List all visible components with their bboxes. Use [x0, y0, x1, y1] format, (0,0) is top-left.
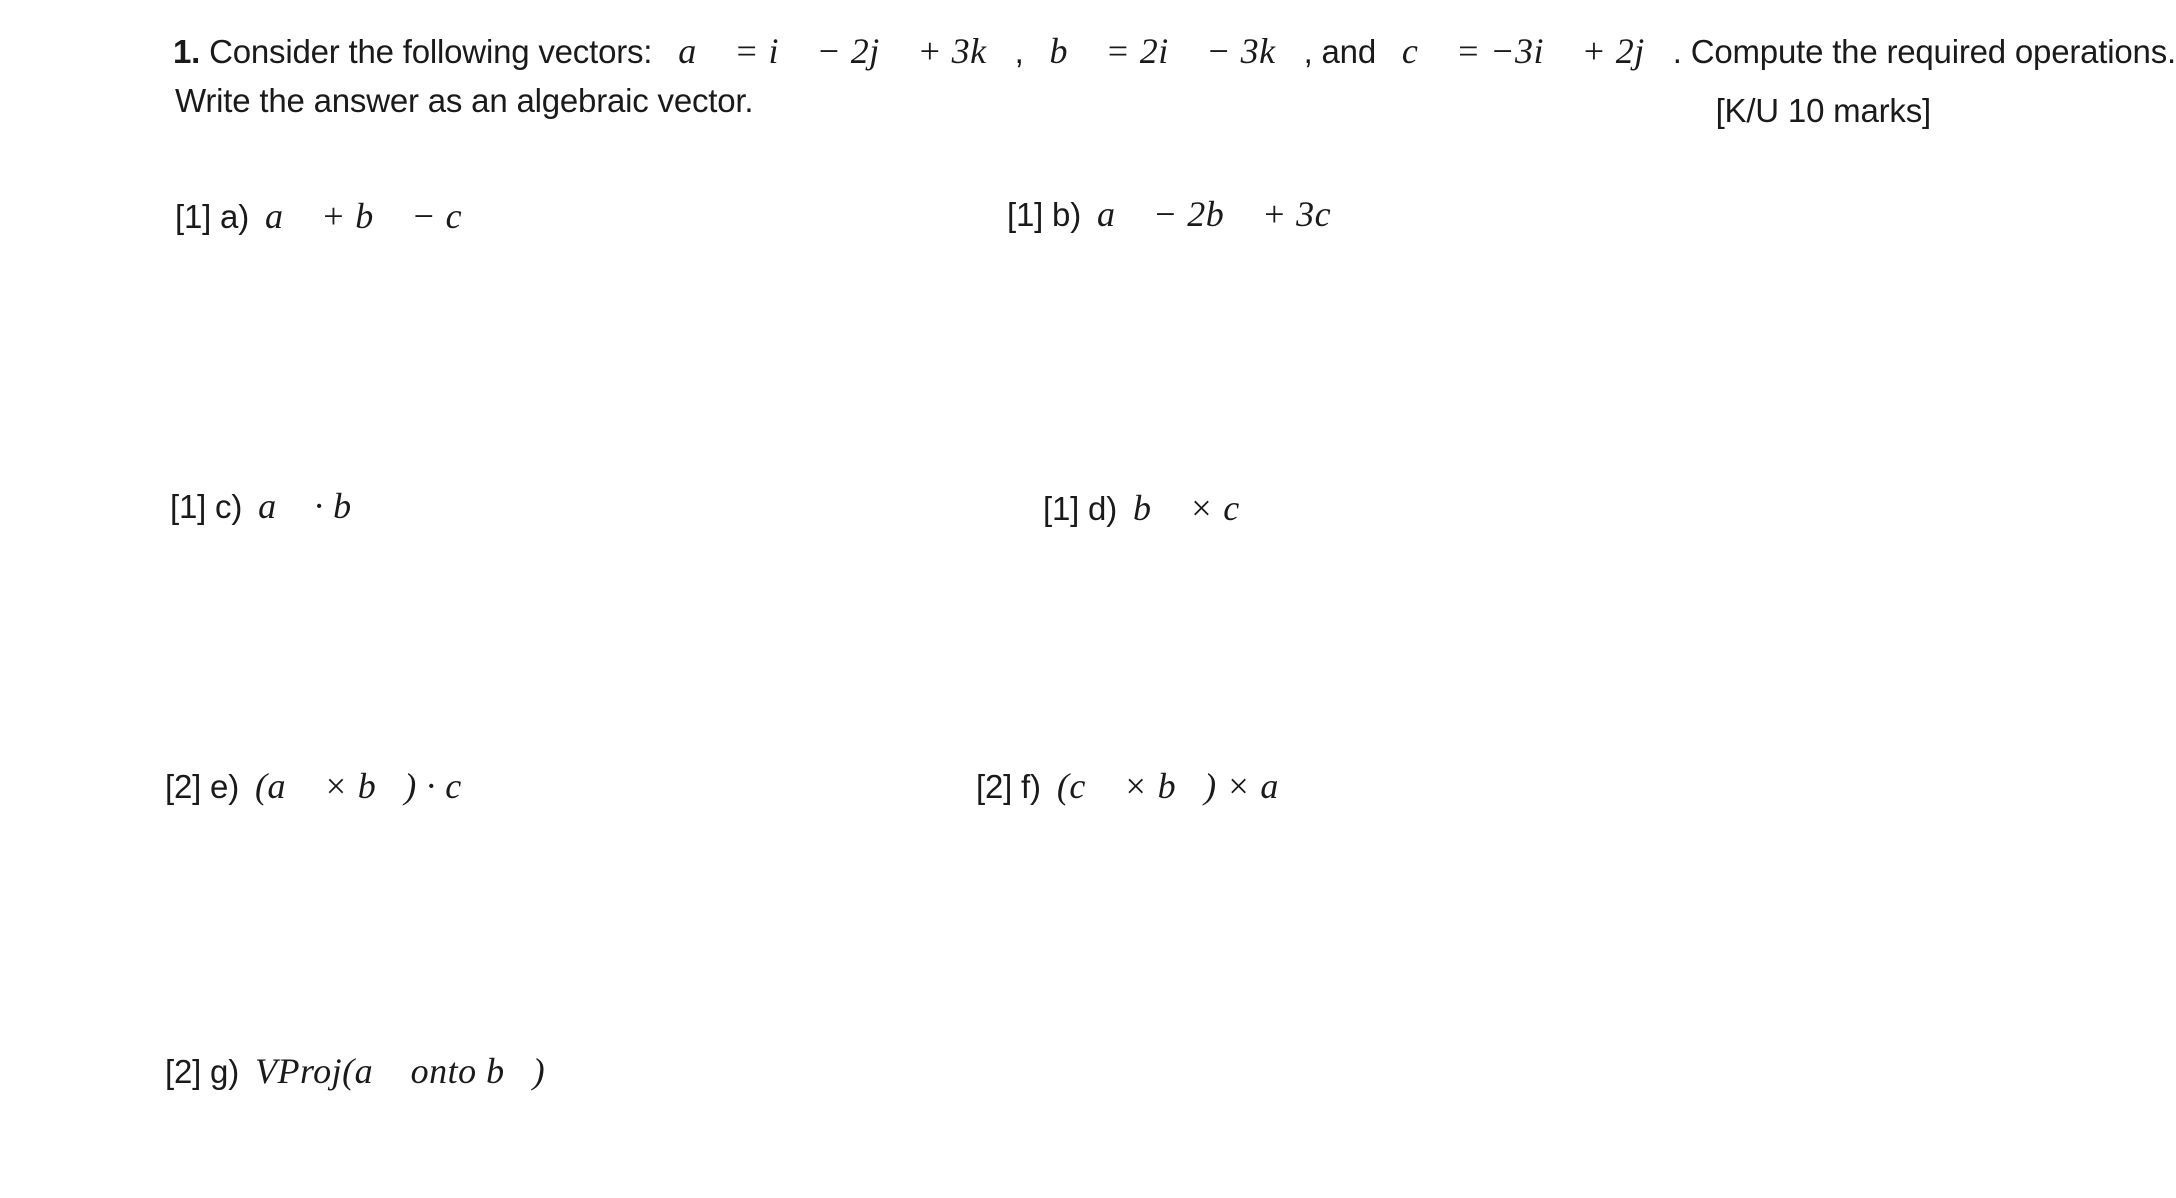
question-intro: Consider the following vectors:: [209, 33, 653, 70]
part-d-expression: b⃗ × c⃗: [1133, 488, 1268, 528]
part-f-expression: (c⃗ × b⃗) × a⃗: [1056, 766, 1307, 806]
separator-comma: ,: [1014, 33, 1024, 70]
vector-c-definition: c⃗ = −3i⃗ + 2j⃗: [1401, 31, 1673, 71]
part-c-label: [1] c): [170, 488, 243, 525]
part-g: [165, 1050, 545, 1092]
part-e: [165, 765, 490, 807]
vector-b-definition: b⃗ = 2i⃗ − 3k⃗: [1049, 31, 1304, 71]
question-number: 1.: [173, 33, 201, 70]
part-d: [1043, 487, 1268, 529]
part-g-expression: VProj(a⃗ onto b⃗): [255, 1051, 546, 1091]
and-text: , and: [1303, 33, 1376, 70]
part-a-expression: a⃗ + b⃗ − c⃗: [265, 196, 491, 236]
marks-label: [K/U 10 marks]: [1715, 92, 1931, 129]
part-e-expression: (a⃗ × b⃗) · c⃗: [255, 766, 490, 806]
part-a-label: [1] a): [175, 198, 250, 235]
part-f-label: [2] f): [976, 768, 1041, 805]
vector-a-definition: a⃗ = i⃗ − 2j⃗ + 3k⃗: [678, 31, 1015, 71]
part-e-label: [2] e): [165, 768, 240, 805]
part-a: [175, 195, 490, 237]
part-b-label: [1] b): [1007, 196, 1082, 233]
part-d-label: [1] d): [1043, 490, 1118, 527]
part-b: [1007, 193, 1359, 235]
question-header-line2: Write the answer as an algebraic vector.: [175, 82, 754, 119]
part-g-label: [2] g): [165, 1053, 240, 1090]
part-f: [976, 765, 1307, 807]
part-c: [170, 485, 380, 527]
instruction-text: . Compute the required operations.: [1672, 33, 2176, 70]
question-header-line1: [173, 30, 2176, 72]
part-c-expression: a⃗ · b⃗: [258, 486, 380, 526]
part-b-expression: a⃗ − 2b⃗ + 3c⃗: [1097, 194, 1360, 234]
